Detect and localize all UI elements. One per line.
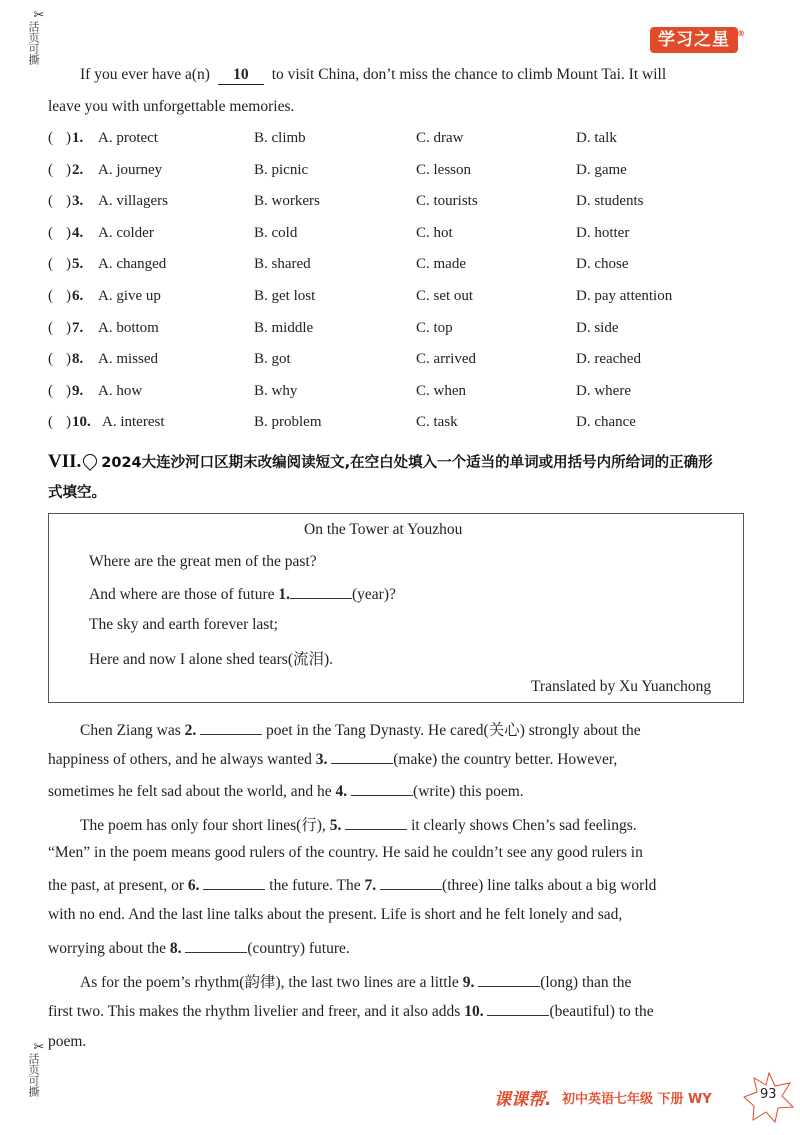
poem-box (48, 513, 744, 703)
option-d: D. chance (576, 414, 636, 431)
scissors-icon: ✂ (33, 1040, 45, 1055)
option-b: B. middle (254, 319, 314, 336)
option-b: B. cold (254, 224, 298, 241)
option-c: C. tourists (416, 193, 478, 210)
option-d: D. talk (576, 130, 617, 146)
answer-blank-3[interactable] (331, 749, 393, 764)
logo-text: 学习之星 (658, 30, 730, 50)
question-row (48, 414, 768, 438)
answer-paren-open[interactable]: ( (48, 193, 53, 210)
footer-brand: 课课帮. (494, 1090, 552, 1110)
passage-line: with no end. And the last line talks about the present. Life is short and he felt lonely and sad, (48, 906, 623, 923)
question-number: 10. (72, 414, 91, 431)
option-c: C. made (416, 256, 466, 273)
answer-blank-10[interactable]: 10 (218, 66, 264, 85)
option-a: A. how (98, 382, 143, 399)
answer-blank-9[interactable] (478, 972, 540, 987)
poem-line-1: Where are the great men of the past? (89, 553, 317, 570)
answer-paren-close[interactable]: ) (66, 351, 71, 368)
passage-line: “Men” in the poem means good rulers of the country. He said he couldn’t see any good rulers in (48, 844, 643, 861)
answer-paren-close[interactable]: ) (66, 161, 71, 178)
intro-line-2: leave you with unforgettable memories. (48, 98, 295, 115)
option-b: B. got (254, 351, 291, 368)
scissors-icon: ✂ (33, 8, 45, 23)
logo-mark: ® (737, 29, 746, 38)
question-number: 3. (72, 193, 84, 210)
answer-paren-close[interactable]: ) (66, 224, 71, 241)
answer-paren-close[interactable]: ) (66, 319, 71, 336)
option-a: A. journey (98, 161, 163, 178)
answer-paren-close[interactable]: ) (66, 256, 71, 273)
option-a: A. changed (98, 256, 167, 273)
option-c: C. task (416, 414, 458, 431)
answer-paren-open[interactable]: ( (48, 414, 53, 431)
section-instruction: 阅读短文,在空白处填入一个适当的单词或用括号内所给词的正确形 (286, 455, 713, 471)
answer-paren-open[interactable]: ( (48, 319, 53, 336)
question-number: 4. (72, 224, 84, 241)
question-number: 8. (72, 351, 84, 368)
question-row (48, 225, 768, 249)
question-row (48, 383, 768, 407)
option-a: A. protect (98, 130, 158, 146)
option-c: C. arrived (416, 351, 476, 368)
question-row (48, 193, 768, 217)
option-c: C. draw (416, 130, 464, 146)
option-d: D. game (576, 161, 627, 178)
option-c: C. lesson (416, 161, 472, 178)
answer-paren-open[interactable]: ( (48, 161, 53, 178)
option-d: D. pay attention (576, 288, 673, 304)
intro-line-1: If you ever have a(n) 10 to visit China, don’t miss the chance to climb Mount Tai. It will (80, 66, 667, 83)
passage-line: sometimes he felt sad about the world, and he 4. (write) this poem. (48, 783, 524, 800)
section-7-header (48, 447, 768, 508)
answer-blank-8[interactable] (185, 938, 247, 953)
option-d: D. students (576, 193, 644, 210)
option-b: B. climb (254, 130, 306, 146)
section-instruction-cont: 式填空。 (48, 485, 106, 501)
answer-blank-10b[interactable] (487, 1001, 549, 1016)
option-a: A. give up (98, 288, 161, 304)
passage-line: As for the poem’s rhythm(韵律), the last two lines are a little 9. (long) than the (80, 974, 632, 991)
option-a: A. interest (102, 414, 165, 431)
brand-logo (650, 27, 746, 53)
poem-line-2: And where are those of future 1. (year)? (89, 586, 396, 603)
passage-line: worrying about the 8. (country) future. (48, 940, 350, 957)
section-number: VII. (48, 451, 82, 472)
footer-book-title: 初中英语七年级 下册 WY (562, 1092, 712, 1107)
option-c: C. when (416, 382, 466, 399)
option-a: A. missed (98, 351, 158, 368)
question-row (48, 162, 768, 186)
answer-paren-close[interactable]: ) (66, 130, 71, 146)
tear-label: 活页可撕 (27, 1053, 40, 1097)
tear-strip-bottom (28, 1042, 50, 1097)
option-d: D. where (576, 382, 631, 399)
answer-paren-close[interactable]: ) (66, 288, 71, 304)
page-number: 93 (760, 1087, 777, 1102)
passage-line: poem. (48, 1033, 87, 1050)
passage-line: The poem has only four short lines(行), 5. it clearly shows Chen’s sad feelings. (80, 817, 637, 834)
answer-paren-open[interactable]: ( (48, 256, 53, 273)
answer-blank-5[interactable] (345, 815, 407, 830)
location-pin-icon (80, 451, 100, 471)
option-b: B. shared (254, 256, 311, 273)
poem-title: On the Tower at Youzhou (304, 521, 463, 538)
option-b: B. why (254, 382, 298, 399)
question-number: 5. (72, 256, 84, 273)
tear-strip-top (28, 10, 50, 65)
question-number: 1. (72, 130, 84, 146)
question-number: 2. (72, 161, 84, 178)
option-b: B. get lost (254, 288, 316, 304)
poem-translator: Translated by Xu Yuanchong (531, 678, 712, 695)
option-d: D. side (576, 319, 619, 336)
option-a: A. bottom (98, 319, 159, 336)
option-b: B. workers (254, 193, 320, 210)
option-c: C. hot (416, 224, 453, 241)
answer-blank-4[interactable] (351, 781, 413, 796)
option-b: B. problem (254, 414, 322, 431)
option-d: D. chose (576, 256, 629, 273)
answer-blank-6[interactable] (203, 875, 265, 890)
option-c: C. top (416, 319, 453, 336)
question-row (48, 320, 768, 344)
option-d: D. reached (576, 351, 641, 368)
question-row (48, 256, 768, 280)
passage-line: first two. This makes the rhythm livelier and freer, and it also adds 10. (beautiful) to the (48, 1003, 654, 1020)
answer-paren-open[interactable]: ( (48, 288, 53, 304)
question-number: 6. (72, 288, 84, 304)
tear-label: 活页可撕 (27, 21, 40, 65)
answer-paren-open[interactable]: ( (48, 382, 53, 399)
option-a: A. colder (98, 224, 154, 241)
question-row (48, 351, 768, 375)
answer-blank-7[interactable] (380, 875, 442, 890)
poem-line-3: The sky and earth forever last; (89, 616, 278, 633)
poem-line-4: Here and now I alone shed tears(流泪). (89, 651, 334, 668)
section-source: 2024大连沙河口区期末改编 (101, 455, 287, 471)
answer-blank-2[interactable] (200, 720, 262, 735)
question-row (48, 288, 768, 312)
question-number: 7. (72, 319, 84, 336)
option-a: A. villagers (98, 193, 168, 210)
answer-paren-open[interactable]: ( (48, 224, 53, 241)
question-number: 9. (72, 382, 84, 399)
passage-line: happiness of others, and he always wanted 3. (make) the country better. However, (48, 751, 618, 768)
answer-blank-1[interactable] (290, 584, 352, 599)
passage-line: Chen Ziang was 2. poet in the Tang Dynasty. He cared(关心) strongly about the (80, 722, 641, 739)
question-row (48, 130, 768, 154)
answer-paren-close[interactable]: ) (66, 193, 71, 210)
option-b: B. picnic (254, 161, 309, 178)
answer-paren-open[interactable]: ( (48, 351, 53, 368)
answer-paren-close[interactable]: ) (66, 382, 71, 399)
passage-line: the past, at present, or 6. the future. The 7. (three) line talks about a big world (48, 877, 657, 894)
answer-paren-close[interactable]: ) (66, 414, 71, 431)
option-c: C. set out (416, 288, 474, 304)
answer-paren-open[interactable]: ( (48, 130, 53, 146)
option-d: D. hotter (576, 224, 630, 241)
